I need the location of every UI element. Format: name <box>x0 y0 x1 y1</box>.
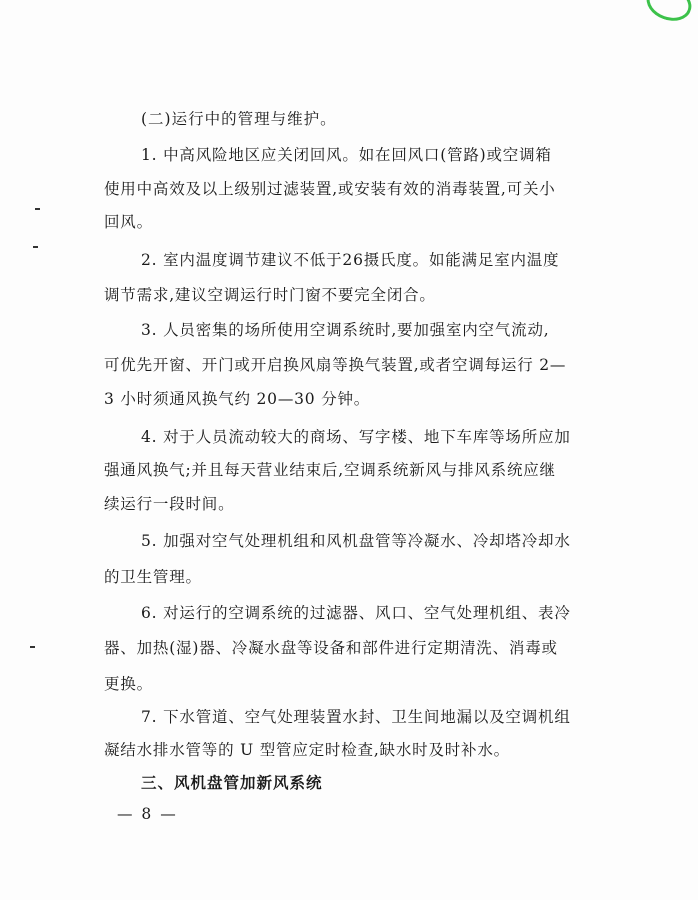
paragraph-line: 可优先开窗、开门或开启换风扇等换气装置,或者空调每运行 2— <box>104 356 567 374</box>
paragraph-line: 2. 室内温度调节建议不低于26摄氏度。如能满足室内温度 <box>141 251 560 269</box>
margin-mark <box>30 646 35 648</box>
green-stamp-mark <box>642 0 697 27</box>
paragraph-line: 回风。 <box>104 213 153 231</box>
paragraph-line: 续运行一段时间。 <box>104 495 235 513</box>
paragraph-line: 强通风换气;并且每天营业结束后,空调系统新风与排风系统应继 <box>104 461 556 479</box>
margin-mark <box>33 246 38 248</box>
paragraph-line: 调节需求,建议空调运行时门窗不要完全闭合。 <box>104 286 436 304</box>
paragraph-line: 4. 对于人员流动较大的商场、写字楼、地下车库等场所应加 <box>141 428 571 446</box>
paragraph-line: 6. 对运行的空调系统的过滤器、风口、空气处理机组、表冷 <box>141 604 571 622</box>
page-number: — 8 — <box>117 805 178 823</box>
paragraph-line: 3 小时须通风换气约 20—30 分钟。 <box>104 390 371 408</box>
paragraph-line: 器、加热(湿)器、冷凝水盘等设备和部件进行定期清洗、消毒或 <box>104 639 558 657</box>
margin-mark <box>35 208 40 210</box>
section-heading: 三、风机盘管加新风系统 <box>141 774 323 792</box>
paragraph-line: 1. 中高风险地区应关闭回风。如在回风口(管路)或空调箱 <box>141 146 552 164</box>
paragraph-line: 更换。 <box>104 675 153 693</box>
paragraph-line: 3. 人员密集的场所使用空调系统时,要加强室内空气流动, <box>141 321 550 339</box>
paragraph-line: 7. 下水管道、空气处理装置水封、卫生间地漏以及空调机组 <box>141 708 571 726</box>
paragraph-line: 的卫生管理。 <box>104 568 202 586</box>
paragraph-line: 凝结水排水管等的 U 型管应定时检查,缺水时及时补水。 <box>104 741 510 759</box>
subsection-heading: (二)运行中的管理与维护。 <box>141 110 337 128</box>
paragraph-line: 使用中高效及以上级别过滤装置,或安装有效的消毒装置,可关小 <box>104 180 556 198</box>
paragraph-line: 5. 加强对空气处理机组和风机盘管等冷凝水、冷却塔冷却水 <box>141 532 571 550</box>
